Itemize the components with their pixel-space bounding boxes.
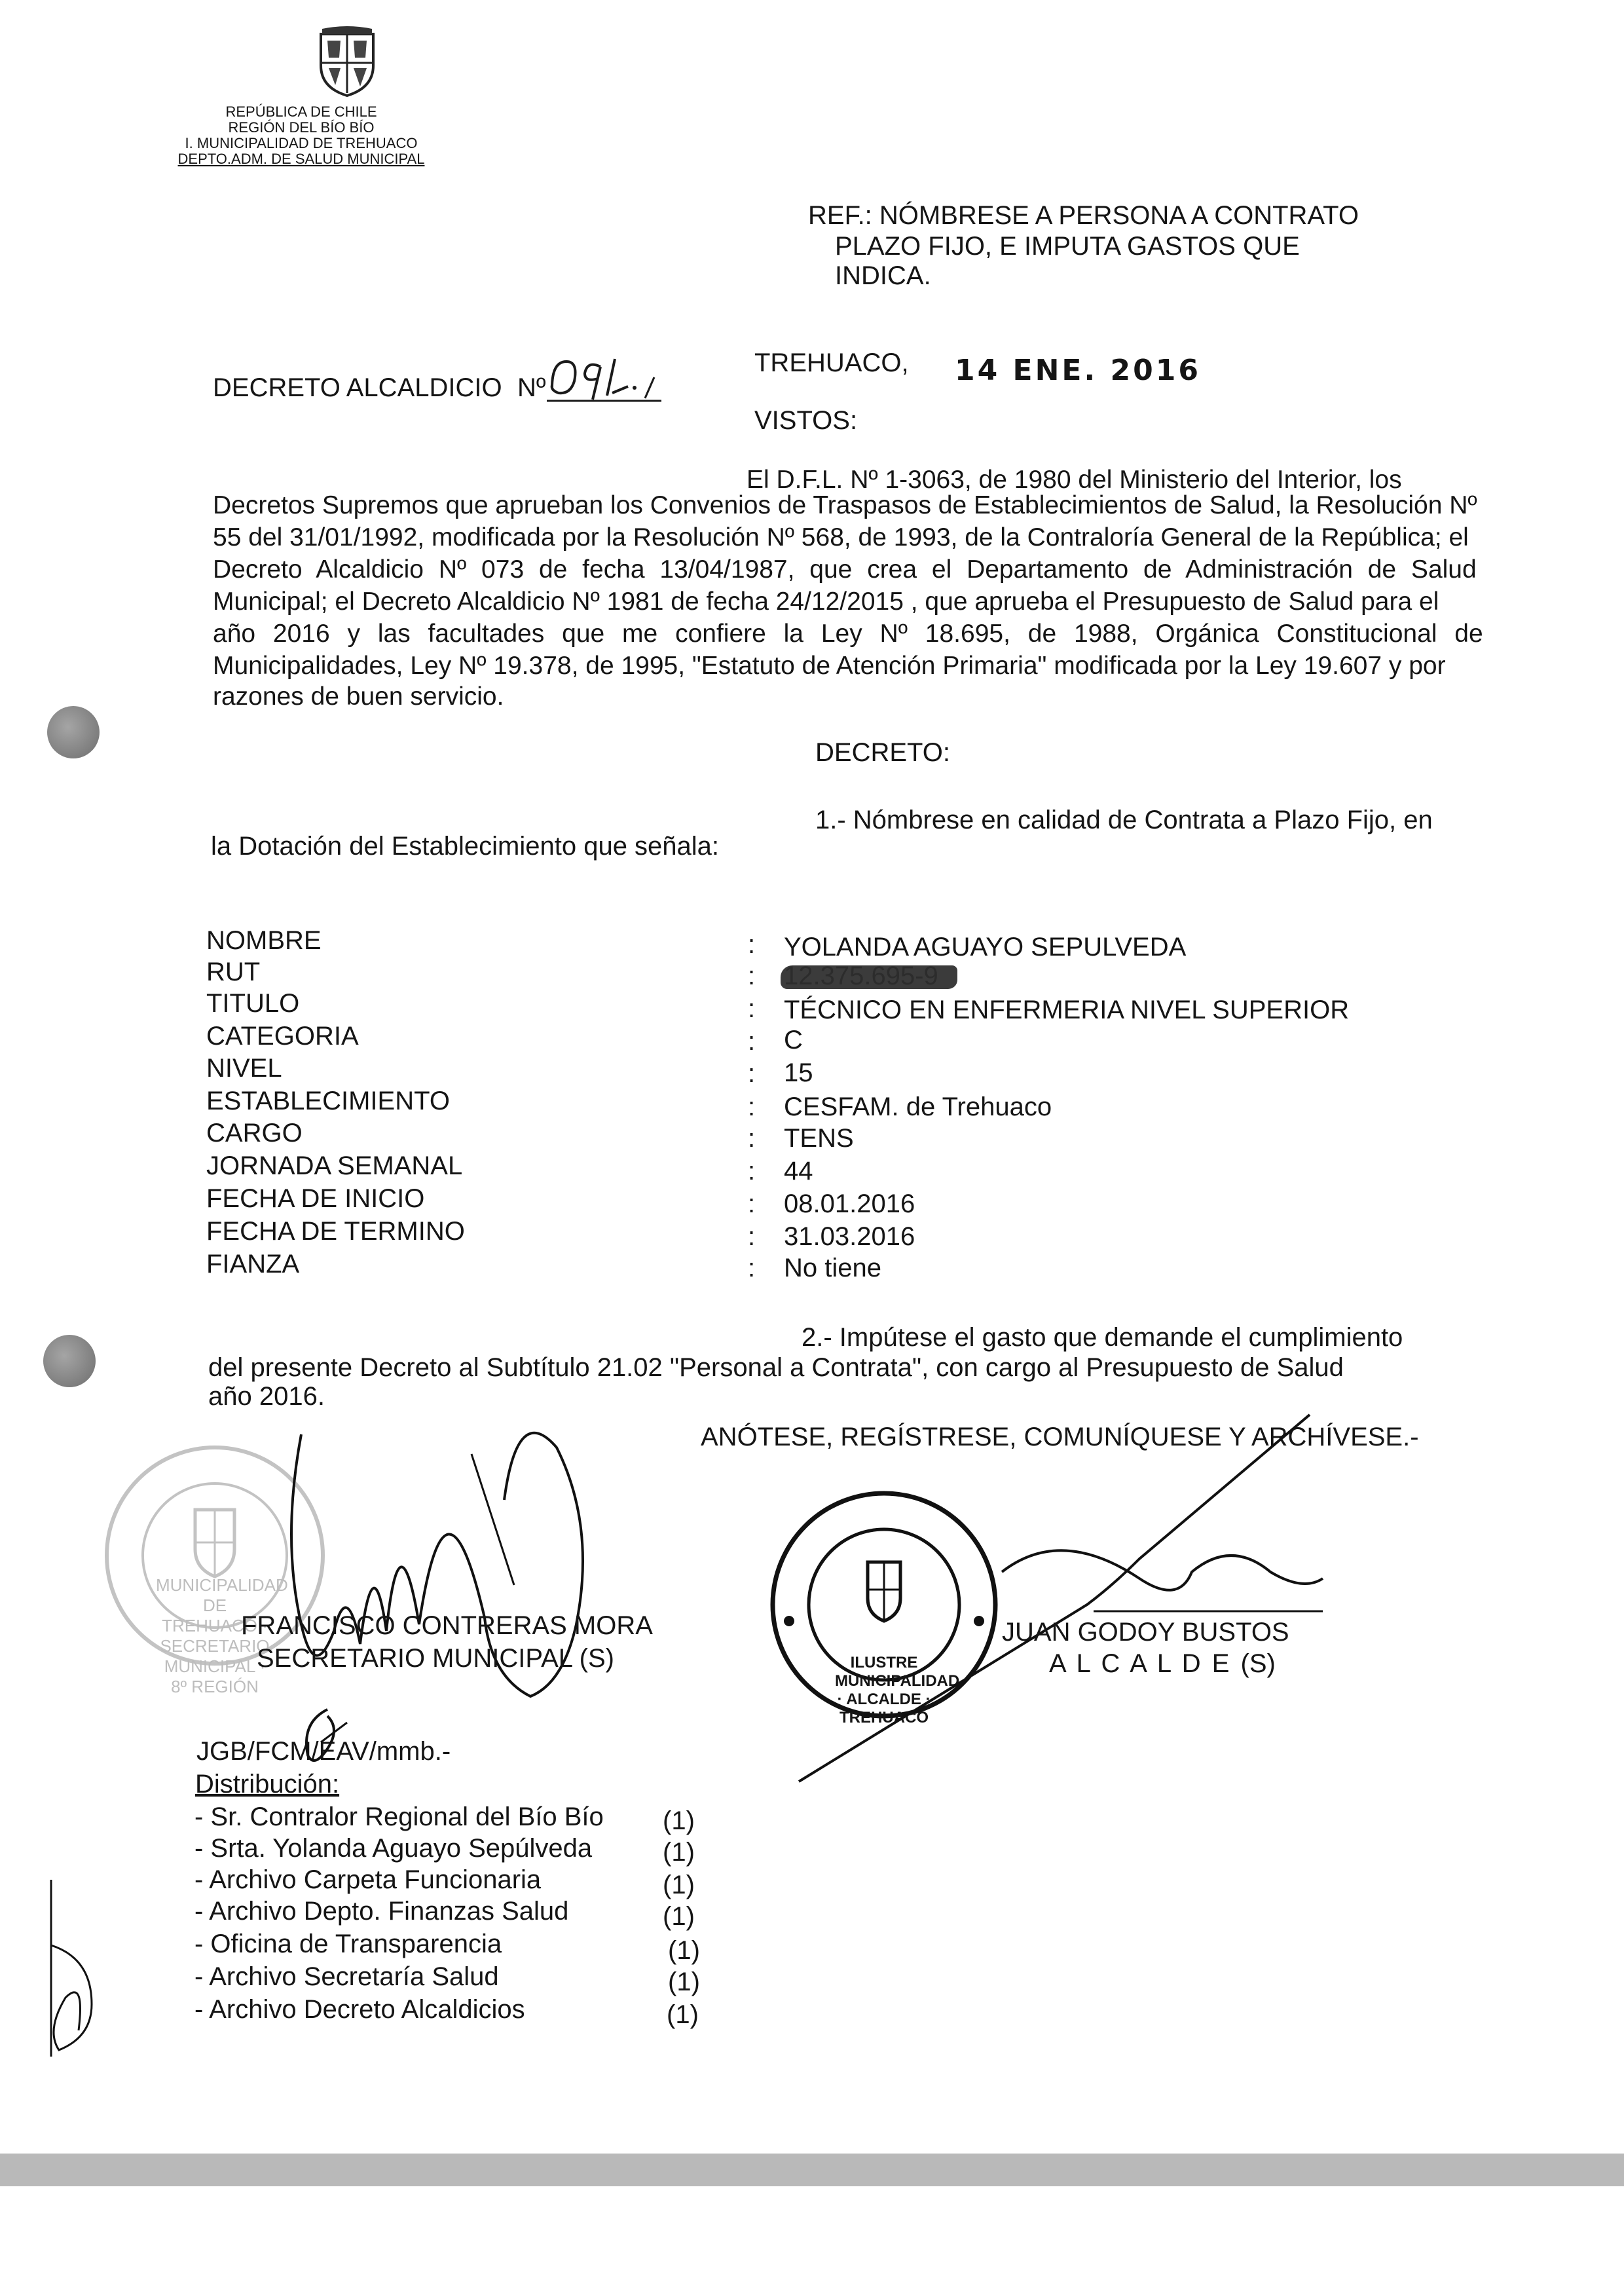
field-value-nombre: YOLANDA AGUAYO SEPULVEDA xyxy=(784,933,1187,961)
punch-hole-top xyxy=(47,706,100,758)
date-stamp: 14 ENE. 2016 xyxy=(955,354,1201,387)
signatory-left-name: FRANCISCO CONTRERAS MORA xyxy=(241,1611,653,1640)
field-value-titulo: TÉCNICO EN ENFERMERIA NIVEL SUPERIOR xyxy=(784,996,1350,1024)
field-colon: : xyxy=(748,1092,756,1121)
decree-label: DECRETO ALCALDICIO xyxy=(213,373,502,402)
vistos-line-4: Decreto Alcaldicio Nº 073 de fecha 13/04/1987, que crea el Departamento de Administración de Salud xyxy=(213,555,1477,584)
closing-formula: ANÓTESE, REGÍSTRESE, COMUNÍQUESE Y ARCHÍVESE.- xyxy=(701,1423,1419,1451)
vistos-line-3: 55 del 31/01/1992, modificada por la Resolución Nº 568, de 1993, de la Contraloría General de la República; el xyxy=(213,523,1469,551)
distribution-heading: Distribución: xyxy=(195,1770,340,1799)
field-colon: : xyxy=(748,1254,756,1282)
scan-band xyxy=(0,2154,1624,2186)
field-value-fecha-termino: 31.03.2016 xyxy=(784,1222,915,1251)
header-department: DEPTO.ADM. DE SALUD MUNICIPAL xyxy=(177,151,425,167)
decreto-heading: DECRETO: xyxy=(815,738,950,767)
decree-number-handwritten xyxy=(547,347,661,406)
item2-line-2: del presente Decreto al Subtítulo 21.02 "Personal a Contrata", con cargo al Presupuesto de Salud xyxy=(208,1353,1344,1382)
field-label-fecha-inicio: FECHA DE INICIO xyxy=(206,1184,425,1213)
field-colon: : xyxy=(748,1222,756,1251)
field-colon: : xyxy=(748,1189,756,1218)
distribution-item: - Archivo Decreto Alcaldicios xyxy=(194,1995,525,2024)
signatory-left-title: SECRETARIO MUNICIPAL (S) xyxy=(257,1644,614,1673)
distribution-count: (1) xyxy=(663,1902,695,1931)
field-colon: : xyxy=(748,1157,756,1185)
field-value-categoria: C xyxy=(784,1026,803,1054)
ref-line-1: REF.: NÓMBRESE A PERSONA A CONTRATO xyxy=(808,201,1359,230)
rut-redaction xyxy=(781,965,957,989)
distribution-count: (1) xyxy=(663,1871,695,1899)
punch-hole-bottom xyxy=(43,1335,96,1387)
vistos-line-1: El D.F.L. Nº 1-3063, de 1980 del Ministerio del Interior, los xyxy=(747,466,1402,494)
distribution-count: (1) xyxy=(667,2000,699,2029)
vistos-line-6: año 2016 y las facultades que me confiere la Ley Nº 18.695, de 1988, Orgánica Constitucional de xyxy=(213,620,1483,648)
decree-number-prefix: Nº xyxy=(517,373,546,402)
field-label-cargo: CARGO xyxy=(206,1119,303,1148)
field-label-titulo: TITULO xyxy=(206,989,300,1018)
seal-right-text: ILUSTRE MUNICIPALIDAD · ALCALDE · TREHUACO xyxy=(835,1654,960,1726)
field-label-fecha-termino: FECHA DE TERMINO xyxy=(206,1217,465,1246)
field-colon: : xyxy=(748,1059,756,1088)
header-republic: REPÚBLICA DE CHILE xyxy=(225,103,377,120)
coat-of-arms-icon xyxy=(313,25,381,98)
field-value-jornada: 44 xyxy=(784,1157,813,1185)
distribution-item: - Srta. Yolanda Aguayo Sepúlveda xyxy=(194,1834,593,1863)
vistos-line-8: razones de buen servicio. xyxy=(213,682,504,711)
field-colon: : xyxy=(748,994,756,1023)
field-colon: : xyxy=(748,961,756,990)
margin-handwritten-mark xyxy=(33,1873,105,2070)
vistos-line-7: Municipalidades, Ley Nº 19.378, de 1995, "Estatuto de Atención Primaria" modificada por la Ley 19.607 y por xyxy=(213,652,1446,680)
field-label-jornada: JORNADA SEMANAL xyxy=(206,1151,463,1180)
field-value-fecha-inicio: 08.01.2016 xyxy=(784,1189,915,1218)
field-colon: : xyxy=(748,1027,756,1056)
item2-line-3: año 2016. xyxy=(208,1382,325,1411)
distribution-count: (1) xyxy=(668,1968,700,1996)
item1-line-2: la Dotación del Establecimiento que señala: xyxy=(211,832,720,861)
field-label-rut: RUT xyxy=(206,958,261,986)
field-colon: : xyxy=(748,1124,756,1153)
field-label-fianza: FIANZA xyxy=(206,1250,300,1278)
field-label-nivel: NIVEL xyxy=(206,1054,282,1083)
field-colon: : xyxy=(748,930,756,959)
initials-handwritten-mark xyxy=(288,1703,360,1775)
field-value-fianza: No tiene xyxy=(784,1254,881,1282)
field-value-nivel: 15 xyxy=(784,1058,813,1087)
field-label-nombre: NOMBRE xyxy=(206,926,322,955)
distribution-item: - Sr. Contralor Regional del Bío Bío xyxy=(194,1802,604,1831)
signature-alcalde xyxy=(786,1408,1441,1788)
vistos-heading: VISTOS: xyxy=(754,406,858,435)
header-region: REGIÓN DEL BÍO BÍO xyxy=(228,119,375,136)
distribution-count: (1) xyxy=(668,1936,700,1965)
signatory-right-title: A L C A L D E (S) xyxy=(1049,1649,1276,1678)
seal-left-text: MUNICIPALIDAD DE TREHUACO · SECRETARIO MUNICIPAL · 8º REGIÓN xyxy=(156,1575,288,1696)
distribution-item: - Archivo Carpeta Funcionaria xyxy=(194,1865,542,1894)
field-value-establecimiento: CESFAM. de Trehuaco xyxy=(784,1092,1052,1121)
distribution-count: (1) xyxy=(663,1806,695,1835)
ref-line-3: INDICA. xyxy=(835,261,931,290)
distribution-item: - Oficina de Transparencia xyxy=(194,1930,502,1958)
distribution-item: - Archivo Secretaría Salud xyxy=(194,1962,499,1991)
header-municipality: I. MUNICIPALIDAD DE TREHUACO xyxy=(185,135,418,151)
distribution-item: - Archivo Depto. Finanzas Salud xyxy=(194,1897,569,1926)
initials: JGB/FCM/EAV/mmb.- xyxy=(196,1737,451,1766)
item1-line-1: 1.- Nómbrese en calidad de Contrata a Plazo Fijo, en xyxy=(815,806,1433,834)
place-trehuaco: TREHUACO, xyxy=(754,348,909,377)
signatory-right-name: JUAN GODOY BUSTOS xyxy=(1002,1618,1289,1647)
item2-line-1: 2.- Impútese el gasto que demande el cumplimiento xyxy=(802,1323,1403,1352)
vistos-line-2: Decretos Supremos que aprueban los Convenios de Traspasos de Establecimientos de Salud, la Resolución Nº xyxy=(213,491,1477,519)
vistos-line-5: Municipal; el Decreto Alcaldicio Nº 1981 de fecha 24/12/2015 , que aprueba el Presupuesto de Salud para el xyxy=(213,588,1439,616)
field-label-categoria: CATEGORIA xyxy=(206,1022,359,1051)
ref-line-2: PLAZO FIJO, E IMPUTA GASTOS QUE xyxy=(835,232,1300,261)
field-label-establecimiento: ESTABLECIMIENTO xyxy=(206,1087,450,1115)
distribution-count: (1) xyxy=(663,1838,695,1867)
field-value-cargo: TENS xyxy=(784,1124,854,1153)
